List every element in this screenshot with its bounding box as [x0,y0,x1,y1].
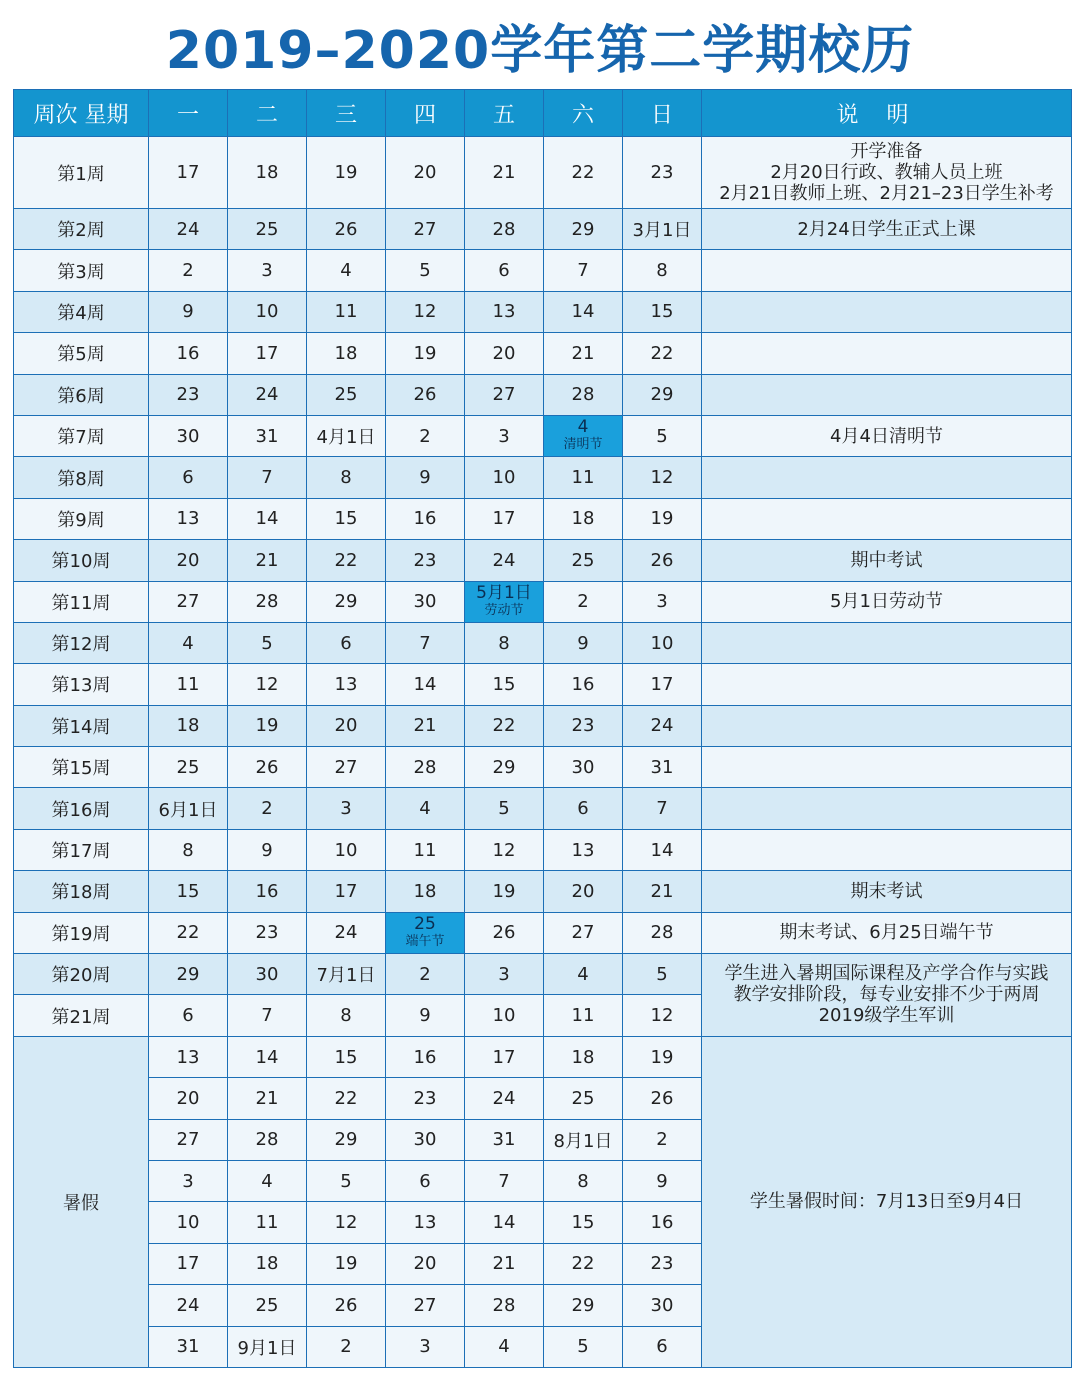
day-cell: 15 [149,871,228,912]
note-cell [702,871,1072,912]
day-cell: 18 [386,871,465,912]
week-label: 第19周 [14,912,149,953]
day-cell: 23 [386,540,465,581]
week-label: 第13周 [14,664,149,705]
day-cell: 6 [307,622,386,663]
header-note-col: 说明 [702,90,1072,137]
week-row [14,333,1072,374]
day-cell: 22 [465,705,544,746]
day-cell: 25 [149,747,228,788]
day-cell: 7 [623,788,702,829]
note-cell [702,540,1072,581]
day-cell: 3月1日 [623,209,702,250]
day-cell: 16 [228,871,307,912]
week-label: 第12周 [14,622,149,663]
week-row [14,954,1072,995]
day-cell: 14 [465,1202,544,1243]
day-cell: 17 [307,871,386,912]
day-cell: 18 [544,1036,623,1077]
day-cell: 3 [465,954,544,995]
week-label: 第5周 [14,333,149,374]
week-label: 第3周 [14,250,149,291]
day-cell: 3 [228,250,307,291]
day-cell: 20 [386,137,465,209]
day-cell: 23 [149,374,228,415]
day-cell: 27 [307,747,386,788]
day-cell: 29 [307,1119,386,1160]
day-cell: 4 [386,788,465,829]
day-cell: 16 [386,1036,465,1077]
day-cell: 8月1日 [544,1119,623,1160]
day-cell: 15 [465,664,544,705]
day-cell: 20 [307,705,386,746]
day-cell: 9 [623,1160,702,1201]
day-cell: 31 [465,1119,544,1160]
day-cell: 30 [386,1119,465,1160]
day-cell: 20 [149,1078,228,1119]
day-cell: 15 [307,1036,386,1077]
note-cell [702,250,1072,291]
day-cell: 4 [307,250,386,291]
day-cell: 25 [228,209,307,250]
day-cell: 11 [386,829,465,870]
week-label: 第4周 [14,291,149,332]
day-cell: 27 [386,1285,465,1326]
day-cell: 6 [465,250,544,291]
week-row [14,788,1072,829]
day-cell: 23 [623,137,702,209]
day-cell: 7 [465,1160,544,1201]
day-cell: 28 [623,912,702,953]
day-cell: 21 [465,1243,544,1284]
day-cell: 8 [307,995,386,1036]
note-cell [702,829,1072,870]
header-day-sat: 六 [544,90,623,137]
day-cell: 15 [623,291,702,332]
day-cell: 6 [149,457,228,498]
day-cell: 26 [228,747,307,788]
note-line: 4月4日清明节 [830,425,943,447]
day-cell: 30 [149,415,228,456]
day-cell: 20 [544,871,623,912]
day-cell: 3 [465,415,544,456]
day-cell: 29 [465,747,544,788]
day-cell: 8 [149,829,228,870]
day-cell: 17 [465,498,544,539]
day-cell: 21 [228,1078,307,1119]
note-line: 2月20日行政、教辅人员上班 [770,162,1003,183]
day-cell: 4 [149,622,228,663]
note-line: 期中考试 [850,549,923,571]
school-calendar-table [13,89,1072,1368]
calendar-body [14,137,1072,1368]
day-cell: 27 [386,209,465,250]
week-label: 第8周 [14,457,149,498]
day-cell: 30 [544,747,623,788]
day-cell: 23 [228,912,307,953]
day-cell: 19 [623,1036,702,1077]
week-row [14,540,1072,581]
week-label: 第11周 [14,581,149,622]
day-cell: 12 [307,1202,386,1243]
day-cell: 9 [386,995,465,1036]
day-cell: 7 [386,622,465,663]
note-line: 2019级学生军训 [818,1005,955,1027]
week-row [14,415,1072,456]
day-cell: 9 [386,457,465,498]
day-cell: 31 [149,1326,228,1367]
day-cell: 26 [307,1285,386,1326]
note-cell [702,664,1072,705]
day-cell: 5 [544,1326,623,1367]
day-cell: 26 [386,374,465,415]
day-cell: 29 [544,209,623,250]
day-cell: 9 [149,291,228,332]
day-cell: 19 [307,137,386,209]
day-cell: 26 [465,912,544,953]
day-cell: 5 [228,622,307,663]
day-cell: 17 [228,333,307,374]
day-cell: 26 [623,1078,702,1119]
day-cell: 28 [228,581,307,622]
summer-vacation-note: 学生暑假时间：7月13日至9月4日 [702,1036,1072,1367]
day-cell: 16 [544,664,623,705]
day-cell: 11 [544,995,623,1036]
day-cell: 18 [228,137,307,209]
day-cell: 27 [544,912,623,953]
day-cell: 6 [149,995,228,1036]
day-cell: 16 [386,498,465,539]
day-cell: 28 [544,374,623,415]
note-cell [702,457,1072,498]
day-cell: 16 [149,333,228,374]
day-cell: 6 [544,788,623,829]
day-cell: 13 [149,498,228,539]
day-cell: 30 [623,1285,702,1326]
day-cell: 24 [623,705,702,746]
day-cell: 29 [307,581,386,622]
day-cell: 11 [228,1202,307,1243]
day-cell: 14 [623,829,702,870]
week-label: 第18周 [14,871,149,912]
note-line: 学生进入暑期国际课程及产学合作与实践 [724,963,1049,985]
day-cell: 17 [149,1243,228,1284]
day-cell: 9月1日 [228,1326,307,1367]
note-cell [702,747,1072,788]
header-day-thu: 四 [386,90,465,137]
holiday-name: 劳动节 [484,602,524,618]
week-label: 第7周 [14,415,149,456]
day-cell: 11 [149,664,228,705]
day-cell: 2 [228,788,307,829]
week-label: 第10周 [14,540,149,581]
note-line: 期末考试、6月25日端午节 [779,922,994,944]
day-cell: 21 [544,333,623,374]
note-cell [702,622,1072,663]
day-cell: 21 [228,540,307,581]
day-cell: 29 [544,1285,623,1326]
holiday-name: 端午节 [405,933,445,949]
week-label: 第21周 [14,995,149,1036]
day-cell: 15 [307,498,386,539]
day-cell: 5 [386,250,465,291]
day-cell: 5 [307,1160,386,1201]
day-cell: 8 [465,622,544,663]
note-cell [702,291,1072,332]
holiday-name: 清明节 [563,437,603,453]
holiday-date: 4 [577,417,589,438]
note-cell [702,912,1072,953]
day-cell: 13 [307,664,386,705]
day-cell: 2 [386,415,465,456]
week-row [14,664,1072,705]
day-cell: 31 [228,415,307,456]
day-cell: 17 [623,664,702,705]
day-cell: 29 [149,954,228,995]
day-cell: 3 [623,581,702,622]
day-cell: 23 [544,705,623,746]
note-line: 教学安排阶段，每专业安排不少于两周 [733,984,1040,1006]
day-cell: 3 [386,1326,465,1367]
day-cell: 24 [307,912,386,953]
day-cell: 28 [386,747,465,788]
note-cell [702,415,1072,456]
header-day-wed: 三 [307,90,386,137]
day-cell: 29 [623,374,702,415]
day-cell: 26 [623,540,702,581]
day-cell: 4 [544,954,623,995]
header-day-tue: 二 [228,90,307,137]
note-line: 5月1日劳动节 [830,591,943,613]
week-row [14,747,1072,788]
day-cell: 19 [307,1243,386,1284]
day-cell: 18 [149,705,228,746]
day-cell: 20 [149,540,228,581]
week-label: 第20周 [14,954,149,995]
day-cell: 23 [386,1078,465,1119]
day-cell: 22 [149,912,228,953]
day-cell: 27 [465,374,544,415]
note-line: 2月21日教师上班、2月21–23日学生补考 [719,183,1054,204]
week-row [14,912,1072,953]
day-cell: 2 [544,581,623,622]
day-cell: 11 [544,457,623,498]
day-cell: 14 [386,664,465,705]
day-cell: 27 [149,581,228,622]
day-cell: 28 [228,1119,307,1160]
day-cell: 5 [623,415,702,456]
day-cell: 8 [544,1160,623,1201]
day-cell: 22 [544,137,623,209]
week-row [14,705,1072,746]
table-header-row [14,90,1072,137]
day-cell: 25 [544,540,623,581]
day-cell: 26 [307,209,386,250]
holiday-date: 5月1日 [476,582,532,603]
day-cell: 8 [623,250,702,291]
day-cell: 9 [228,829,307,870]
week-row [14,374,1072,415]
week-row [14,291,1072,332]
day-cell: 27 [149,1119,228,1160]
day-cell: 12 [623,995,702,1036]
day-cell: 25 [544,1078,623,1119]
header-day-mon: 一 [149,90,228,137]
day-cell: 5 [465,788,544,829]
holiday-day-cell [544,415,623,456]
day-cell: 22 [307,540,386,581]
day-cell: 19 [623,498,702,539]
week-label: 第6周 [14,374,149,415]
day-cell: 31 [623,747,702,788]
note-line: 开学准备 [850,141,923,162]
day-cell: 24 [149,209,228,250]
day-cell: 2 [307,1326,386,1367]
day-cell: 18 [544,498,623,539]
week-label: 第9周 [14,498,149,539]
day-cell: 12 [386,291,465,332]
day-cell: 8 [307,457,386,498]
week-row [14,622,1072,663]
day-cell: 22 [544,1243,623,1284]
day-cell: 10 [149,1202,228,1243]
summer-row [14,1036,1072,1077]
day-cell: 14 [544,291,623,332]
note-cell [702,705,1072,746]
note-cell [702,788,1072,829]
day-cell: 20 [386,1243,465,1284]
day-cell: 6月1日 [149,788,228,829]
day-cell: 15 [544,1202,623,1243]
day-cell: 9 [544,622,623,663]
note-cell [702,498,1072,539]
note-cell [702,333,1072,374]
week-row [14,498,1072,539]
day-cell: 5 [623,954,702,995]
day-cell: 24 [465,540,544,581]
week-label: 第17周 [14,829,149,870]
week-row [14,581,1072,622]
day-cell: 3 [307,788,386,829]
day-cell: 11 [307,291,386,332]
day-cell: 14 [228,498,307,539]
holiday-day-cell [386,912,465,953]
day-cell: 14 [228,1036,307,1077]
header-week-col: 周次 星期 [14,90,149,137]
day-cell: 2 [149,250,228,291]
note-cell [702,137,1072,209]
week-label: 第1周 [14,137,149,209]
day-cell: 7月1日 [307,954,386,995]
note-line: 期末考试 [850,880,923,902]
day-cell: 7 [228,995,307,1036]
day-cell: 19 [386,333,465,374]
holiday-date: 25 [414,913,436,934]
calendar-title: 2019–2020学年第二学期校历 [165,21,915,81]
day-cell: 10 [465,995,544,1036]
week-row [14,250,1072,291]
day-cell: 7 [228,457,307,498]
week-label: 第2周 [14,209,149,250]
week-row [14,871,1072,912]
day-cell: 22 [307,1078,386,1119]
day-cell: 17 [149,137,228,209]
day-cell: 16 [623,1202,702,1243]
day-cell: 21 [386,705,465,746]
day-cell: 6 [623,1326,702,1367]
day-cell: 6 [386,1160,465,1201]
day-cell: 10 [623,622,702,663]
day-cell: 12 [623,457,702,498]
day-cell: 18 [307,333,386,374]
week-label: 第16周 [14,788,149,829]
day-cell: 24 [228,374,307,415]
day-cell: 13 [386,1202,465,1243]
day-cell: 28 [465,209,544,250]
day-cell: 22 [623,333,702,374]
day-cell: 2 [386,954,465,995]
day-cell: 21 [465,137,544,209]
day-cell: 19 [465,871,544,912]
day-cell: 28 [465,1285,544,1326]
day-cell: 17 [465,1036,544,1077]
day-cell: 4月1日 [307,415,386,456]
day-cell: 18 [228,1243,307,1284]
day-cell: 24 [149,1285,228,1326]
day-cell: 30 [228,954,307,995]
day-cell: 3 [149,1160,228,1201]
day-cell: 4 [228,1160,307,1201]
day-cell: 13 [544,829,623,870]
day-cell: 12 [228,664,307,705]
day-cell: 30 [386,581,465,622]
week-row [14,209,1072,250]
week-label: 第15周 [14,747,149,788]
header-day-sun: 日 [623,90,702,137]
day-cell: 23 [623,1243,702,1284]
day-cell: 25 [228,1285,307,1326]
note-cell [702,374,1072,415]
week-label: 第14周 [14,705,149,746]
day-cell: 2 [623,1119,702,1160]
day-cell: 4 [465,1326,544,1367]
summer-vacation-label: 暑假 [14,1036,149,1367]
day-cell: 7 [544,250,623,291]
day-cell: 10 [228,291,307,332]
day-cell: 12 [465,829,544,870]
day-cell: 21 [623,871,702,912]
day-cell: 10 [465,457,544,498]
note-line: 2月24日学生正式上课 [797,218,976,240]
holiday-day-cell [465,581,544,622]
note-cell-week20-21 [702,954,1072,1037]
note-cell [702,209,1072,250]
week-row [14,829,1072,870]
day-cell: 24 [465,1078,544,1119]
header-day-fri: 五 [465,90,544,137]
day-cell: 25 [307,374,386,415]
note-cell [702,581,1072,622]
day-cell: 13 [465,291,544,332]
day-cell: 19 [228,705,307,746]
day-cell: 13 [149,1036,228,1077]
day-cell: 10 [307,829,386,870]
week-row [14,137,1072,209]
day-cell: 20 [465,333,544,374]
week-row [14,457,1072,498]
